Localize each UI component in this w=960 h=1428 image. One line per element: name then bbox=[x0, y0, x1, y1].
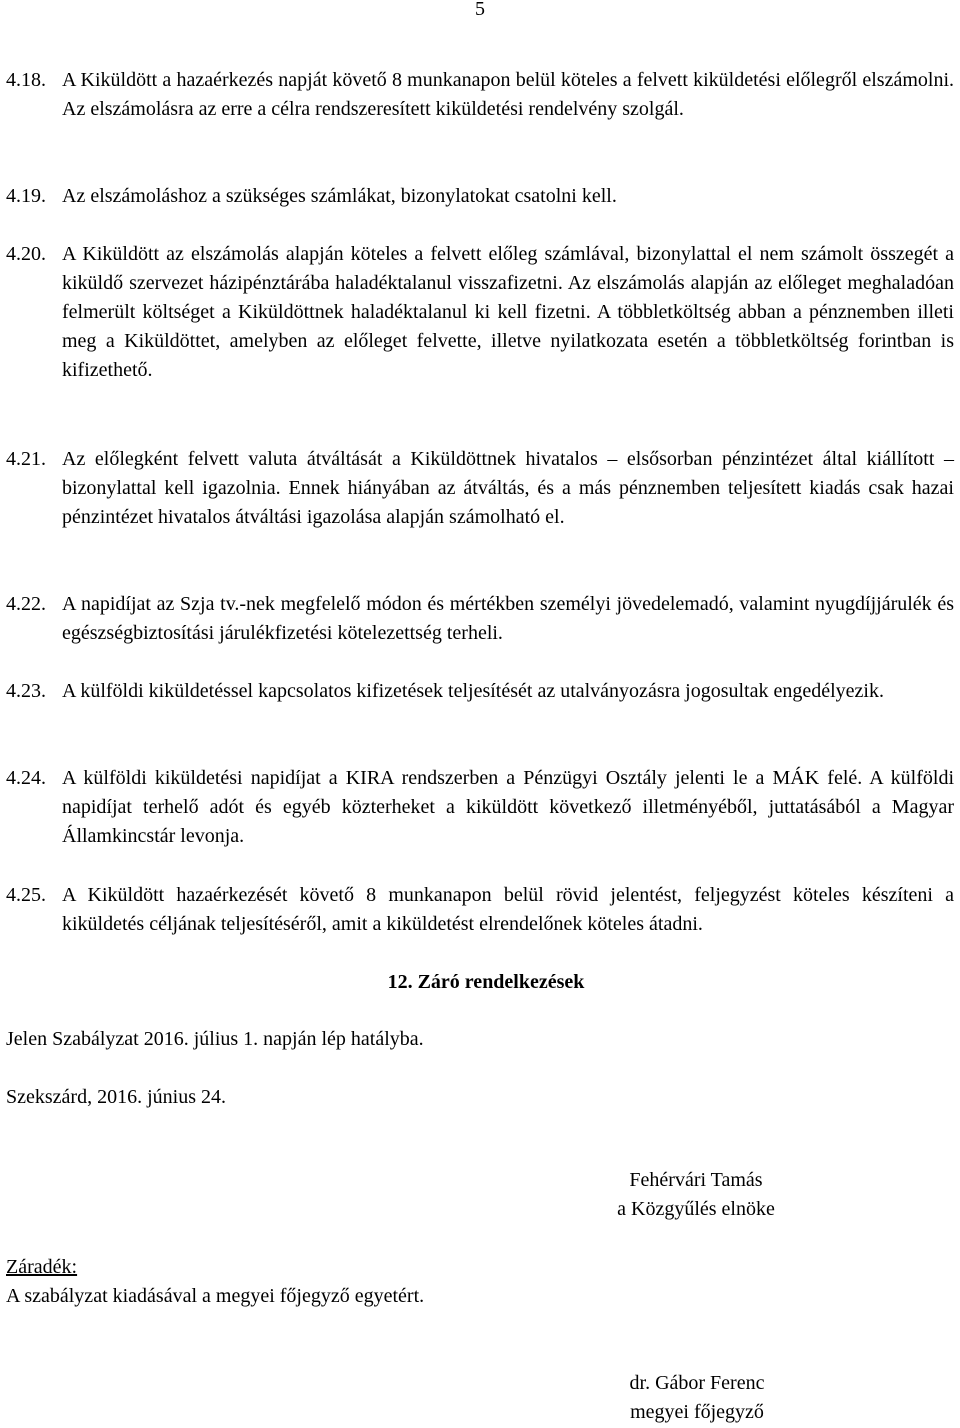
section-number: 4.25. bbox=[6, 884, 46, 906]
section-4-23 bbox=[6, 677, 954, 706]
section-number: 4.18. bbox=[6, 69, 46, 91]
section-number: 4.22. bbox=[6, 593, 46, 615]
notary-title: megyei főjegyző bbox=[630, 1401, 764, 1423]
section-number: 4.21. bbox=[6, 448, 46, 470]
section-number: 4.24. bbox=[6, 767, 46, 789]
section-4-22 bbox=[6, 590, 954, 648]
notary-signature-block bbox=[602, 1369, 792, 1427]
chair-name: Fehérvári Tamás bbox=[629, 1169, 763, 1191]
notary-name: dr. Gábor Ferenc bbox=[629, 1372, 765, 1394]
page-number: 5 bbox=[475, 0, 485, 20]
closing-section-title: 12. Záró rendelkezések bbox=[387, 971, 585, 993]
section-text: Az elszámoláshoz a szükséges számlákat, bizonylatokat csatolni kell. bbox=[62, 185, 617, 207]
section-4-21 bbox=[6, 445, 954, 532]
clause-label: Záradék: bbox=[6, 1256, 78, 1278]
chair-title: a Közgyűlés elnöke bbox=[617, 1198, 775, 1220]
section-4-25 bbox=[6, 881, 954, 939]
section-4-24 bbox=[6, 764, 954, 851]
section-number: 4.20. bbox=[6, 243, 46, 265]
section-text: A Kiküldött a hazaérkezés napját követő 8 munkanapon belül köteles a felvett kiküldetési előlegről elszámolni. Az elszámolásra az erre a célra rendszeresített kiküldetési rendelvény szolgál. bbox=[62, 69, 954, 120]
section-number: 4.23. bbox=[6, 680, 46, 702]
section-text: A napidíjat az Szja tv.-nek megfelelő módon és mértékben személyi jövedelemadó, valamint nyugdíjjárulék és egészségbiztosítási járulékfizetési kötelezettség terheli. bbox=[62, 593, 954, 644]
section-text: A külföldi kiküldetéssel kapcsolatos kifizetések teljesítését az utalványozásra jogosultak engedélyezik. bbox=[62, 680, 884, 702]
clause-text: A szabályzat kiadásával a megyei főjegyző egyetért. bbox=[6, 1285, 425, 1307]
section-4-20 bbox=[6, 240, 954, 385]
section-4-19 bbox=[6, 182, 954, 211]
section-text: Az előlegként felvett valuta átváltását a Kiküldöttnek hivatalos – elsősorban pénzintézet által kiállított – bizonylattal kell igazolnia. Ennek hiányában az átváltás, és a más pénznemben teljesített kiadás csak hazai pénzintézet hivatalos átváltási igazolása alapján számolható el. bbox=[62, 448, 954, 528]
place-and-date: Szekszárd, 2016. június 24. bbox=[6, 1086, 226, 1108]
section-4-18 bbox=[6, 66, 954, 124]
section-number: 4.19. bbox=[6, 185, 46, 207]
section-text: A külföldi kiküldetési napidíjat a KIRA rendszerben a Pénzügyi Osztály jelenti le a MÁK felé. A külföldi napidíjat terhelő adót és egyéb közterheket a kiküldött következő illetményéből, juttatásából a Magyar Államkincstár levonja. bbox=[62, 767, 954, 847]
section-text: A Kiküldött az elszámolás alapján köteles a felvett előleg számlával, bizonylattal el nem számolt összegét a kiküldő szervezet házipénztárába haladéktalanul visszafizetni. Az elszámolás alapján az előleget meghaladóan felmerült költséget a Kiküldöttnek haladéktalanul ki kell fizetni. A többletköltség abban a pénznemben illeti meg a Kiküldöttet, amelyben az előleget felvette, illetve nyilatkozata esetén a többletköltség forintban is kifizethető. bbox=[62, 243, 954, 381]
section-text: A Kiküldött hazaérkezését követő 8 munkanapon belül rövid jelentést, feljegyzést köteles készíteni a kiküldetés céljának teljesítéséről, amit a kiküldetést elrendelőnek köteles átadni. bbox=[62, 884, 954, 935]
effective-date-statement: Jelen Szabályzat 2016. július 1. napján lép hatályba. bbox=[6, 1028, 424, 1050]
chair-signature-block bbox=[596, 1166, 796, 1224]
